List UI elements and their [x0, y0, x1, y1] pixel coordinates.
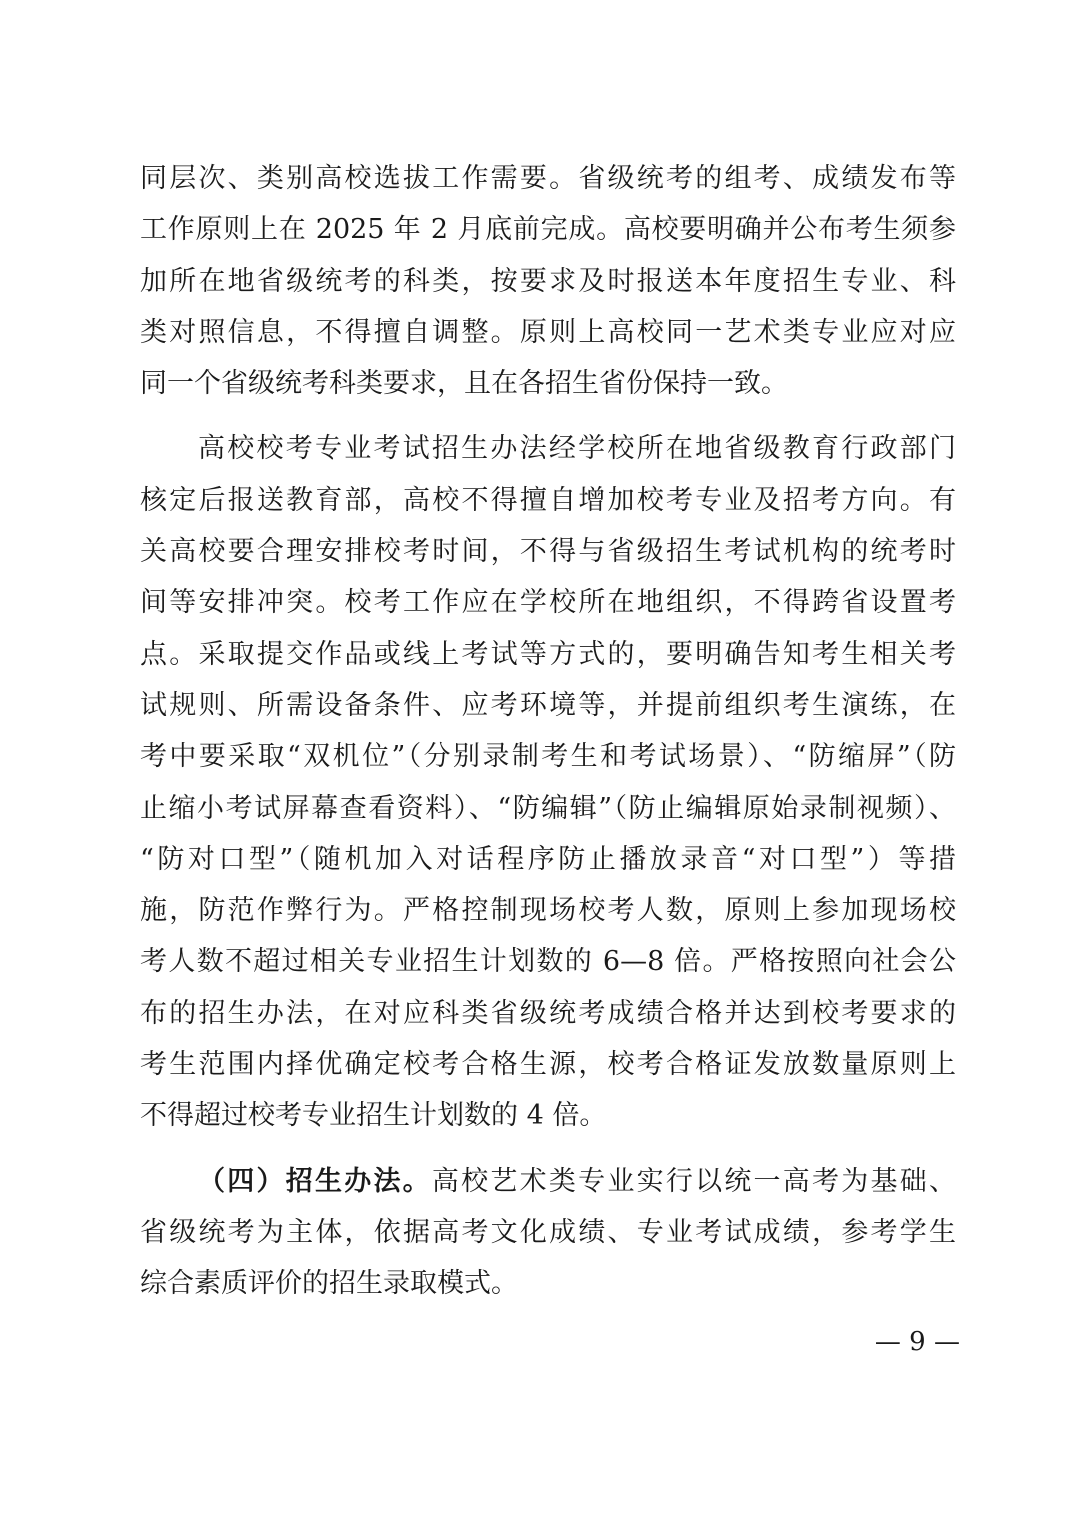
text-line [140, 1156, 956, 1207]
text-line: 核定后报送教育部，高校不得擅自增加校考专业及招考方向。有 [140, 484, 956, 516]
text-line: 综合素质评价的招生录取模式。 [140, 1268, 518, 1300]
text-line: 考生范围内择优确定校考合格生源，校考合格证发放数量原则上 [140, 1049, 956, 1081]
text-line: 点。采取提交作品或线上考试等方式的，要明确告知考生相关考 [140, 638, 956, 670]
paragraph-1 [140, 153, 956, 409]
paragraph-2 [140, 423, 956, 1141]
paragraph-3 [140, 1156, 956, 1310]
text-line: 省级统考为主体，依据高考文化成绩、专业考试成绩，参考学生 [140, 1216, 956, 1248]
text-line: 考人数不超过相关专业招生计划数的 6—8 倍。严格按照向社会公 [140, 946, 956, 978]
text-line: 高校校考专业考试招生办法经学校所在地省级教育行政部门 [198, 433, 956, 465]
paragraph-gap [140, 409, 956, 423]
text-line: 考中要采取“双机位”（分别录制考生和考试场景）、“防缩屏”（防 [140, 741, 956, 773]
text-line: 试规则、所需设备条件、应考环境等，并提前组织考生演练，在 [140, 689, 956, 721]
text-line: 止缩小考试屏幕查看资料）、“防编辑”（防止编辑原始录制视频）、 [140, 792, 956, 824]
text-line: 同层次、类别高校选拔工作需要。省级统考的组考、成绩发布等 [140, 163, 956, 194]
body-text [140, 153, 956, 1310]
text-line: 不得超过校考专业招生计划数的 4 倍。 [140, 1100, 607, 1132]
text-line: 施，防范作弊行为。严格控制现场校考人数，原则上参加现场校 [140, 895, 956, 927]
heading-line-rest: 高校艺术类专业实行以统一高考为基础、 [431, 1165, 957, 1197]
text-line: 类对照信息，不得擅自调整。原则上高校同一艺术类专业应对应 [140, 316, 956, 348]
text-line: 布的招生办法，在对应科类省级统考成绩合格并达到校考要求的 [140, 997, 956, 1029]
text-line: 关高校要合理安排校考时间，不得与省级招生考试机构的统考时 [140, 536, 956, 568]
section-heading: （四）招生办法。 [198, 1165, 432, 1197]
text-line: 加所在地省级统考的科类，按要求及时报送本年度招生专业、科 [140, 265, 956, 297]
text-line: 间等安排冲突。校考工作应在学校所在地组织，不得跨省设置考 [140, 587, 956, 619]
text-line: 工作原则上在 2025 年 2 月底前完成。高校要明确并公布考生须参 [140, 214, 956, 246]
text-line: 同一个省级统考科类要求，且在各招生省份保持一致。 [140, 368, 788, 400]
text-line: “防对口型”（随机加入对话程序防止播放录音“对口型”）等措 [140, 843, 956, 875]
paragraph-gap [140, 1142, 956, 1156]
page-number: — 9 — [874, 1327, 960, 1357]
